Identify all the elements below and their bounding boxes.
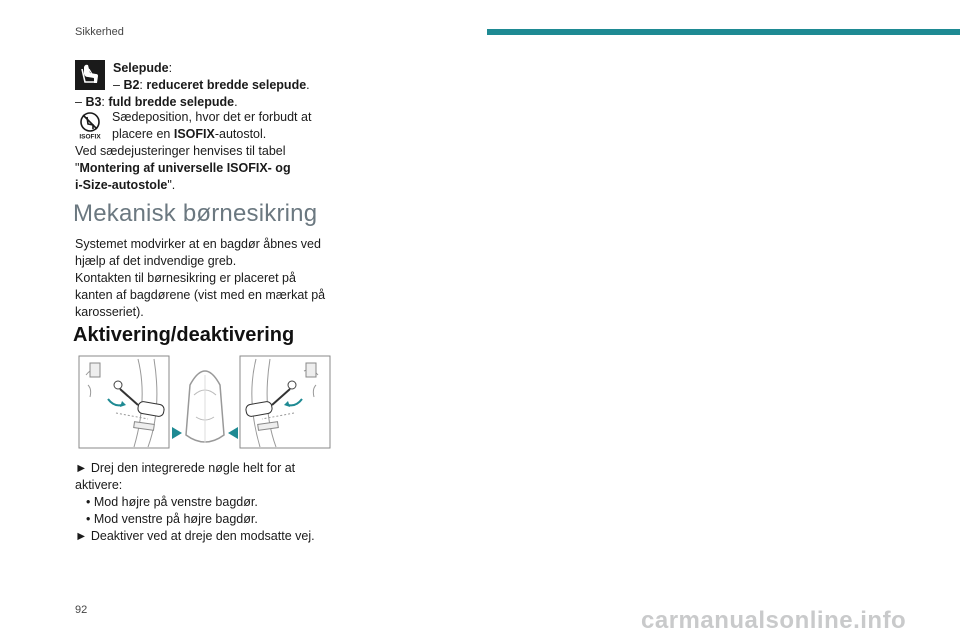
belt-b2-line: – B2: reduceret bredde selepude. xyxy=(113,78,310,92)
seat-ref-line-2: "Montering af universelle ISOFIX- og xyxy=(75,161,291,175)
isofix-line-1: Sædeposition, hvor det er forbudt at xyxy=(112,110,312,124)
activation-heading: Aktivering/deaktivering xyxy=(73,324,295,346)
belt-title-line: Selepude: xyxy=(113,61,173,75)
seat-ref-line-1: Ved sædejusteringer henvises til tabel xyxy=(75,144,286,158)
section-accent-bar xyxy=(487,29,960,35)
step-1-line-2: aktivere: xyxy=(75,478,123,492)
belt-b3-line: – B3: fuld bredde selepude. xyxy=(75,95,238,109)
mech-paragraph-line-2: hjælp af det indvendige greb. xyxy=(75,254,237,268)
mech-paragraph-line-3: Kontakten til børnesikring er placeret på xyxy=(75,271,296,285)
page-number: 92 xyxy=(75,604,88,616)
isofix-icon-label: ISOFIX xyxy=(79,133,101,140)
child-seat-icon xyxy=(75,60,105,90)
seat-ref-line-3: i-Size-autostole". xyxy=(75,178,176,192)
section-label: Sikkerhed xyxy=(75,26,124,38)
isofix-line-2: placere en ISOFIX-autostol. xyxy=(112,127,267,141)
step-2-line: ► Deaktiver ved at dreje den modsatte vej. xyxy=(75,529,315,543)
mech-paragraph-line-4: kanten af bagdørene (vist med en mærkat på xyxy=(75,288,326,302)
child-lock-illustration xyxy=(78,355,331,449)
bullet-left-door: • Mod højre på venstre bagdør. xyxy=(86,495,258,509)
mech-paragraph-line-5: karosseriet). xyxy=(75,305,144,319)
bullet-right-door: • Mod venstre på højre bagdør. xyxy=(86,512,258,526)
mechanical-child-lock-heading: Mekanisk børnesikring xyxy=(73,200,318,227)
step-1-line-1: ► Drej den integrerede nøgle helt for at xyxy=(75,461,296,475)
watermark: carmanualsonline.info xyxy=(641,607,907,634)
mech-paragraph-line-1: Systemet modvirker at en bagdør åbnes ved xyxy=(75,237,321,251)
isofix-prohibited-icon xyxy=(75,110,105,140)
